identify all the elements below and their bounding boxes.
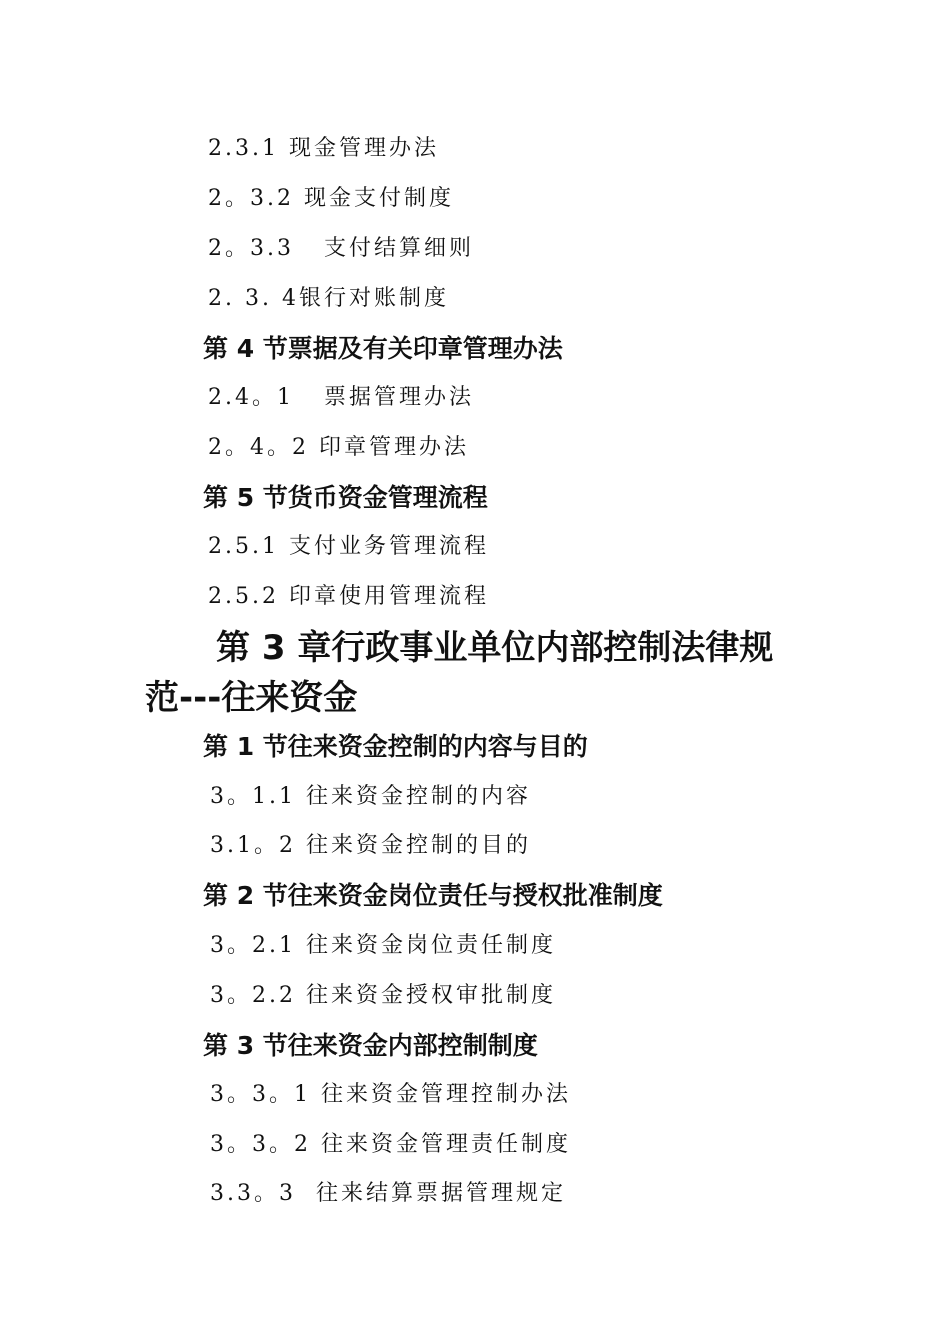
toc-chapter3-section-1: 第 1 节往来资金控制的内容与目的	[203, 732, 588, 761]
toc-chapter3-section-2: 第 2 节往来资金岗位责任与授权批准制度	[203, 881, 663, 910]
toc-entry-3-3-2: 3。3。2 往来资金管理责任制度	[210, 1132, 571, 1157]
toc-entry-2-5-1: 2.5.1 支付业务管理流程	[208, 534, 489, 559]
toc-entry-2-3-3: 2。3.3 支付结算细则	[208, 236, 474, 261]
toc-entry-3-2-2: 3。2.2 往来资金授权审批制度	[210, 983, 556, 1008]
toc-section-5: 第 5 节货币资金管理流程	[203, 483, 488, 512]
toc-entry-2-5-2: 2.5.2 印章使用管理流程	[208, 584, 489, 609]
toc-entry-2-3-2: 2。3.2 现金支付制度	[208, 186, 454, 211]
toc-section-4: 第 4 节票据及有关印章管理办法	[203, 334, 563, 363]
toc-entry-3-3-1: 3。3。1 往来资金管理控制办法	[210, 1082, 571, 1107]
chapter-3-title-line1: 第 3 章行政事业单位内部控制法律规	[216, 628, 774, 668]
toc-entry-2-3-1: 2.3.1 现金管理办法	[208, 136, 439, 161]
toc-entry-2-4-1: 2.4。1 票据管理办法	[208, 385, 474, 410]
toc-entry-3-1-1: 3。1.1 往来资金控制的内容	[210, 784, 531, 809]
toc-entry-3-1-2: 3.1。2 往来资金控制的目的	[210, 833, 531, 858]
toc-chapter3-section-3: 第 3 节往来资金内部控制制度	[203, 1031, 538, 1060]
toc-entry-2-4-2: 2。4。2 印章管理办法	[208, 435, 469, 460]
toc-entry-3-2-1: 3。2.1 往来资金岗位责任制度	[210, 933, 556, 958]
toc-entry-2-3-4: 2. 3. 4银行对账制度	[208, 286, 449, 311]
chapter-3-title-line2: 范---往来资金	[145, 678, 358, 718]
toc-entry-3-3-3: 3.3。3 往来结算票据管理规定	[210, 1181, 566, 1206]
